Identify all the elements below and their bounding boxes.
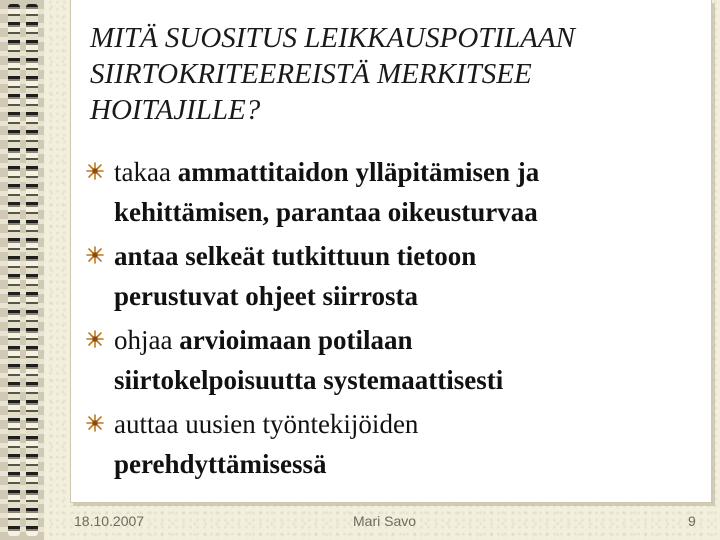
bullet-text-normal: auttaa uusien työntekijöiden [114, 409, 419, 439]
bullet-text-bold: siirtokelpoisuutta systemaattisesti [114, 365, 504, 395]
bullet-text-bold: perustuvat ohjeet siirrosta [114, 281, 418, 311]
title-line: SIIRTOKRITEEREISTÄ MERKITSEE [90, 58, 532, 90]
slide-title [90, 20, 690, 128]
bullet-text-bold: arvioimaan potilaan [179, 325, 413, 355]
footer-date: 18.10.2007 [74, 513, 145, 529]
footer-author: Mari Savo [353, 513, 417, 529]
binding-column-right [26, 4, 38, 536]
bullet-text-bold: antaa selkeät tutkittuun tietoon [114, 241, 477, 271]
starburst-bullet-icon [86, 162, 104, 180]
starburst-bullet-icon [86, 330, 104, 348]
title-line: MITÄ SUOSITUS LEIKKAUSPOTILAAN [90, 22, 575, 54]
title-line: HOITAJILLE? [90, 94, 261, 126]
bullet-text-normal: takaa [114, 157, 178, 187]
binding-column-left [8, 4, 20, 536]
bullet-text-bold: ammattitaidon ylläpitämisen ja [177, 157, 540, 187]
starburst-bullet-icon [86, 246, 104, 264]
spiral-binding [0, 0, 44, 540]
starburst-bullet-icon [86, 414, 104, 432]
bullet-text-bold: perehdyttämisessä [114, 449, 327, 479]
bullet-text-bold: kehittämisen, parantaa oikeusturvaa [114, 197, 538, 227]
footer-page-number: 9 [688, 513, 696, 529]
bullet-text-normal: ohjaa [114, 325, 180, 355]
